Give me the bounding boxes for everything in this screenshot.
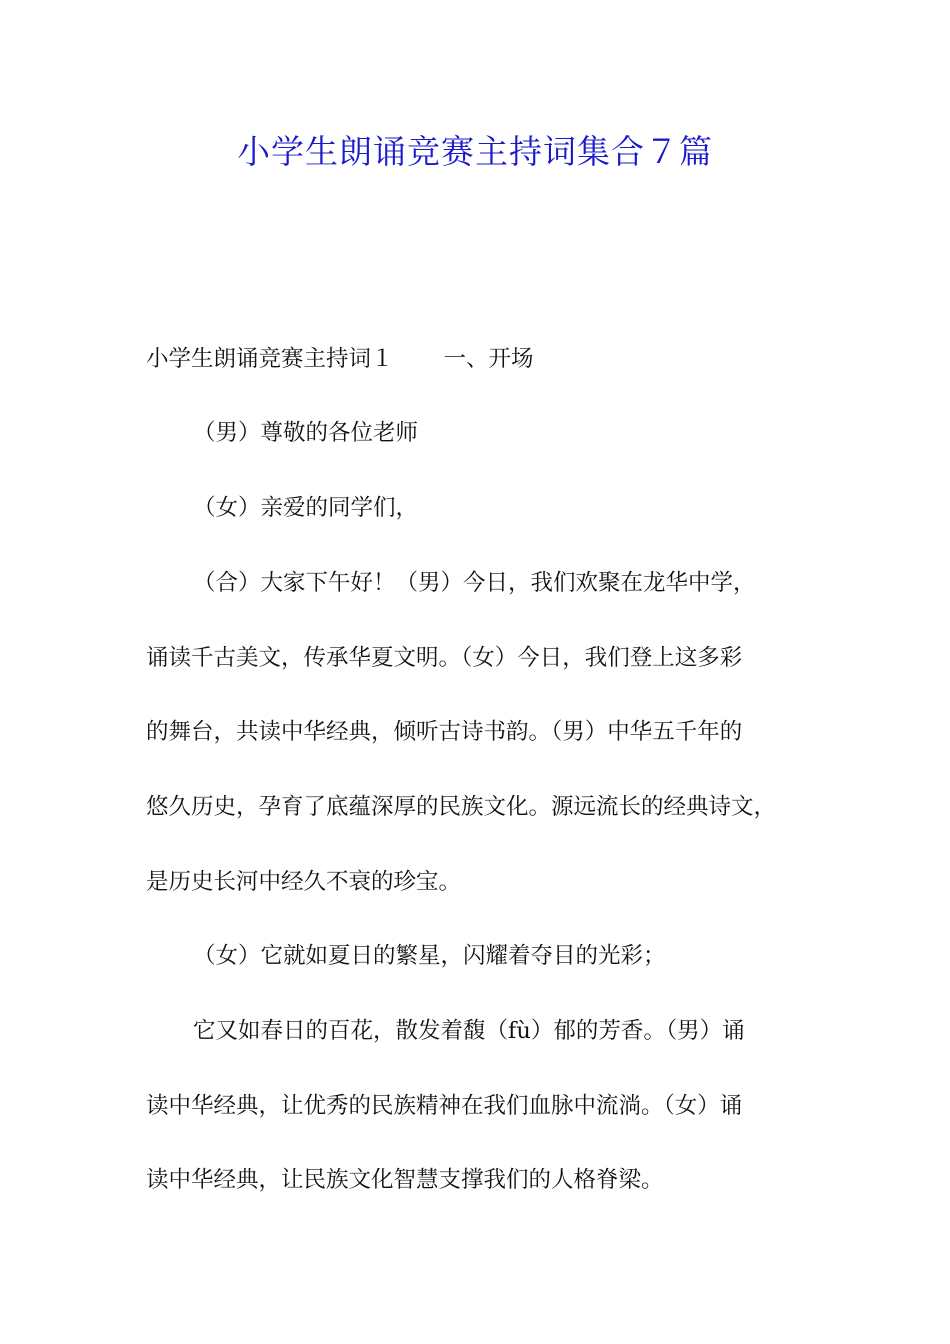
paragraph-line: （女）它就如夏日的繁星，闪耀着夺目的光彩； [193, 943, 666, 969]
paragraph-line: （女）亲爱的同学们， [193, 495, 419, 521]
paragraph-line: （男）尊敬的各位老师 [193, 420, 419, 446]
document-title: 小学生朗诵竞赛主持词集合７篇 [237, 132, 713, 171]
paragraph-line: 的舞台，共读中华经典，倾听古诗书韵。（男）中华五千年的 [146, 719, 743, 745]
paragraph-line: 它又如春日的百花，散发着馥（fù）郁的芳香。（男）诵 [193, 1018, 745, 1044]
paragraph-line: 悠久历史，孕育了底蕴深厚的民族文化。源远流长的经典诗文， [146, 794, 777, 820]
paragraph-line: 读中华经典，让民族文化智慧支撑我们的人格脊梁。 [146, 1167, 664, 1193]
section-heading: 小学生朗诵竞赛主持词１ [146, 346, 394, 372]
section-subheading: 一、开场 [443, 346, 534, 372]
paragraph-line: 读中华经典，让优秀的民族精神在我们血脉中流淌。（女）诵 [146, 1093, 743, 1119]
paragraph-line: 诵读千古美文，传承华夏文明。（女）今日，我们登上这多彩 [146, 645, 743, 671]
paragraph-line: （合）大家下午好！（男）今日，我们欢聚在龙华中学， [193, 570, 756, 596]
section-heading-line [146, 343, 826, 375]
paragraph-line: 是历史长河中经久不衰的珍宝。 [146, 869, 462, 895]
